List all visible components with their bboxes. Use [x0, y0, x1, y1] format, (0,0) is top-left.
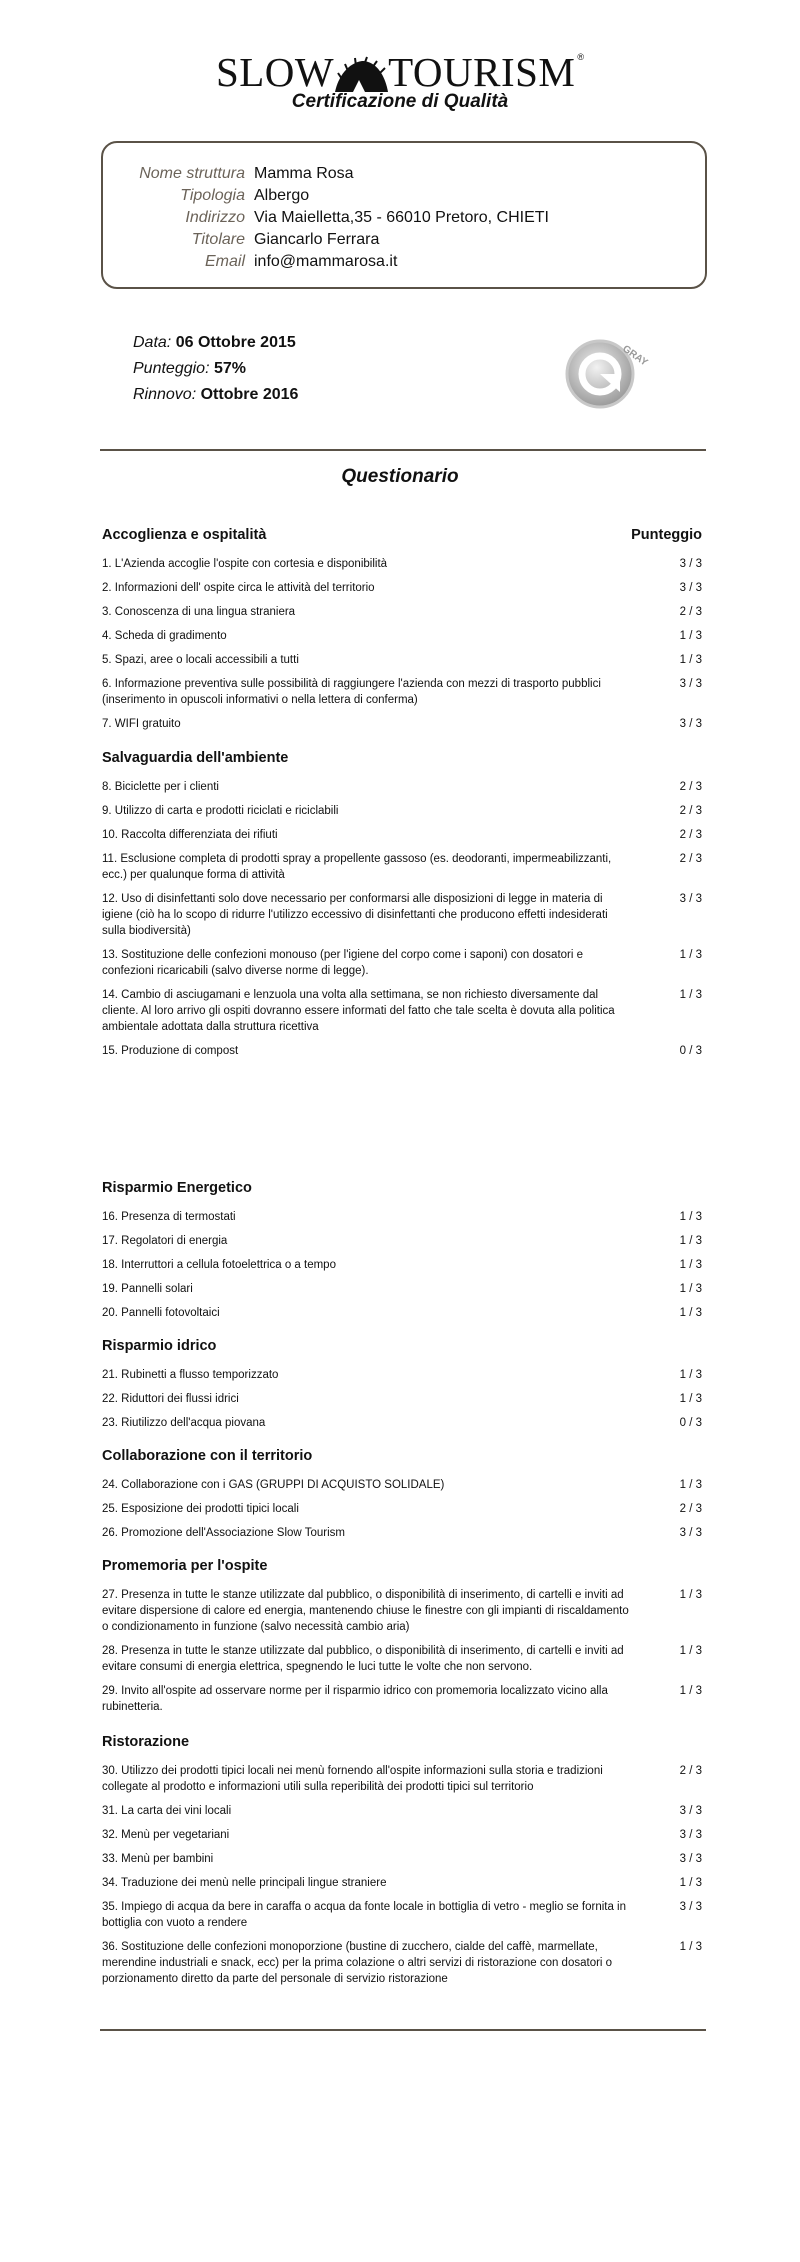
score-value: 57%: [213, 360, 246, 377]
brand-name-right: TOURISM: [388, 49, 576, 95]
item-score: 1 / 3: [679, 1941, 702, 1953]
item-text: 34. Traduzione dei menù nelle principali lingue straniere: [102, 1877, 387, 1889]
item-score: 1 / 3: [679, 1283, 702, 1295]
questionnaire-item: [102, 1643, 702, 1675]
section-title: Accoglienza e ospitalità: [102, 527, 267, 543]
item-score: 1 / 3: [679, 1685, 702, 1697]
section-title: Risparmio idrico: [102, 1338, 217, 1354]
item-score: 3 / 3: [679, 1829, 702, 1841]
item-score: 3 / 3: [679, 718, 702, 730]
info-value: Giancarlo Ferrara: [254, 231, 380, 248]
item-score: 3 / 3: [679, 1527, 702, 1539]
item-text: 31. La carta dei vini locali: [102, 1805, 232, 1817]
item-text: 13. Sostituzione delle confezioni monouso (per l'igiene del corpo come i saponi) con dosatori e confezioni ricaricabili (salvo diverse norme di legge).: [102, 949, 584, 977]
item-score: 3 / 3: [679, 582, 702, 594]
item-text: 1. L'Azienda accoglie l'ospite con cortesia e disponibilità: [102, 558, 388, 570]
questionnaire-item: [102, 1875, 702, 1891]
item-score: 2 / 3: [679, 781, 702, 793]
divider-bottom: [100, 2029, 706, 2031]
score-column-header: Punteggio: [631, 527, 702, 543]
item-score: 1 / 3: [679, 949, 702, 961]
divider-top: [100, 449, 706, 451]
questionnaire-item: [102, 1501, 702, 1517]
item-score: 3 / 3: [679, 678, 702, 690]
questionnaire-item: [102, 827, 702, 843]
item-text: 8. Biciclette per i clienti: [102, 781, 219, 793]
info-label: Titolare: [191, 231, 245, 248]
item-text: 35. Impiego di acqua da bere in caraffa o acqua da fonte locale in bottiglia di vetro - meglio se fornita in bottiglia con vuoto a rendere: [102, 1901, 627, 1929]
section-title: Salvaguardia dell'ambiente: [102, 750, 289, 766]
item-score: 3 / 3: [679, 893, 702, 905]
item-score: 2 / 3: [679, 805, 702, 817]
item-score: 2 / 3: [679, 1503, 702, 1515]
item-text: 33. Menù per bambini: [102, 1853, 214, 1865]
item-text: 18. Interruttori a cellula fotoelettrica o a tempo: [102, 1259, 336, 1271]
item-score: 1 / 3: [679, 630, 702, 642]
questionnaire-item: [102, 1683, 702, 1715]
item-text: 26. Promozione dell'Associazione Slow Tourism: [102, 1527, 345, 1539]
item-score: 2 / 3: [679, 1765, 702, 1777]
item-text: 14. Cambio di asciugamani e lenzuola una volta alla settimana, se non richiesto diversamente dal cliente. Al loro arrivo gli ospiti dovranno essere informati del fatto che tale scelta è dovuta alla politica ambientale adottata dalla struttura ricettiva: [102, 989, 615, 1033]
item-text: 20. Pannelli fotovoltaici: [102, 1307, 220, 1319]
brand-name-left: SLOW: [215, 49, 335, 95]
item-text: 32. Menù per vegetariani: [102, 1829, 230, 1841]
info-row-email: [103, 253, 709, 275]
item-text: 3. Conoscenza di una lingua straniera: [102, 606, 296, 618]
questionnaire-item: [102, 1367, 702, 1383]
renewal-value: Ottobre 2016: [200, 386, 299, 403]
item-text: 15. Produzione di compost: [102, 1045, 239, 1057]
questionnaire-item: [102, 1899, 702, 1931]
item-score: 2 / 3: [679, 853, 702, 865]
questionnaire-item: [102, 1803, 702, 1819]
quality-badge-icon: [562, 330, 650, 410]
summary-date: [133, 330, 298, 356]
questionnaire-item: [102, 556, 702, 572]
item-score: 0 / 3: [679, 1045, 702, 1057]
item-text: 9. Utilizzo di carta e prodotti riciclati e riciclabili: [102, 805, 339, 817]
info-label: Nome struttura: [139, 165, 245, 182]
hedgehog-icon: [332, 55, 390, 93]
item-text: 21. Rubinetti a flusso temporizzato: [102, 1369, 279, 1381]
summary-renewal: [133, 382, 298, 408]
questionnaire-item: [102, 1763, 702, 1795]
date-label: Data:: [133, 334, 172, 351]
info-row-address: [103, 209, 709, 231]
item-text: 6. Informazione preventiva sulle possibilità di raggiungere l'azienda con mezzi di trasporto pubblici (inserimento in opuscoli informativi o nella lettera di conferma): [102, 678, 601, 706]
renewal-label: Rinnovo:: [133, 386, 197, 403]
badge-label: GRAY: [620, 343, 650, 369]
certification-summary: [133, 330, 298, 408]
item-score: 1 / 3: [679, 1877, 702, 1889]
item-text: 29. Invito all'ospite ad osservare norme per il risparmio idrico con promemoria localizzato vicino alla rubinetteria.: [102, 1685, 608, 1713]
item-score: 1 / 3: [679, 1369, 702, 1381]
item-text: 19. Pannelli solari: [102, 1283, 193, 1295]
item-score: 1 / 3: [679, 989, 702, 1001]
date-value: 06 Ottobre 2015: [175, 334, 296, 351]
questionnaire-title: Questionario: [341, 466, 459, 487]
questionnaire-item: [102, 803, 702, 819]
questionnaire-item: [102, 779, 702, 795]
item-score: 2 / 3: [679, 606, 702, 618]
questionnaire-item: [102, 851, 702, 883]
questionnaire-item: [102, 716, 702, 732]
item-text: 36. Sostituzione delle confezioni monoporzione (bustine di zucchero, cialde del caffè, marmellate, merendine industriali e snack, ecc) per la prima colazione o altri servizi di ristorazione con dosatori o porzionamento diretto da parte del personale di servizio ristorazione: [102, 1941, 613, 1985]
certification-subtitle: Certificazione di Qualità: [291, 91, 509, 112]
brand-logo: [0, 49, 800, 113]
item-score: 2 / 3: [679, 829, 702, 841]
item-text: 5. Spazi, aree o locali accessibili a tutti: [102, 654, 299, 666]
item-text: 22. Riduttori dei flussi idrici: [102, 1393, 239, 1405]
questionnaire-item: [102, 1209, 702, 1225]
questionnaire-item: [102, 1415, 702, 1431]
info-value: Mamma Rosa: [254, 165, 354, 182]
registered-mark: ®: [577, 52, 585, 62]
questionnaire-item: [102, 1477, 702, 1493]
item-text: 28. Presenza in tutte le stanze utilizzate dal pubblico, o disponibilità di inserimento, di cartelli e inviti ad evitare consumi di energia elettrica, spegnendo le luci tutte le volte che non servono.: [102, 1645, 624, 1673]
questionnaire-item: [102, 676, 702, 708]
item-score: 1 / 3: [679, 1259, 702, 1271]
item-score: 3 / 3: [679, 1805, 702, 1817]
item-score: 1 / 3: [679, 1211, 702, 1223]
item-text: 4. Scheda di gradimento: [102, 630, 227, 642]
questionnaire-item: [102, 1391, 702, 1407]
item-score: 1 / 3: [679, 1645, 702, 1657]
info-value: Via Maielletta,35 - 66010 Pretoro, CHIETI: [254, 209, 549, 226]
item-text: 11. Esclusione completa di prodotti spray a propellente gassoso (es. deodoranti, impermeabilizzanti, ecc.) per qualunque forma di attività: [102, 853, 612, 881]
item-score: 1 / 3: [679, 1479, 702, 1491]
questionnaire-item: [102, 1525, 702, 1541]
questionnaire-item: [102, 580, 702, 596]
questionnaire-item: [102, 628, 702, 644]
info-row-name: [103, 165, 709, 187]
questionnaire-item: [102, 604, 702, 620]
section-title: Risparmio Energetico: [102, 1180, 252, 1196]
questionnaire-item: [102, 1305, 702, 1321]
item-score: 3 / 3: [679, 558, 702, 570]
item-score: 1 / 3: [679, 1393, 702, 1405]
questionnaire-item: [102, 1257, 702, 1273]
item-text: 25. Esposizione dei prodotti tipici locali: [102, 1503, 299, 1515]
score-label: Punteggio:: [133, 360, 210, 377]
summary-score: [133, 356, 298, 382]
item-score: 1 / 3: [679, 1235, 702, 1247]
questionnaire-item: [102, 1827, 702, 1843]
item-text: 30. Utilizzo dei prodotti tipici locali nei menù fornendo all'ospite informazioni sulla storia e tradizioni collegate al prodotto e informazioni utili sulla reperibilità dei prodotti tipici sul territorio: [102, 1765, 603, 1793]
questionnaire-item: [102, 987, 702, 1035]
item-text: 7. WIFI gratuito: [102, 718, 181, 730]
questionnaire-item: [102, 1281, 702, 1297]
item-score: 0 / 3: [679, 1417, 702, 1429]
item-text: 27. Presenza in tutte le stanze utilizzate dal pubblico, o disponibilità di inserimento, di cartelli e inviti ad evitare dispersione di calore ed energia, mantenendo chiuse le finestre con gli impianti di riscaldamento o condizionamento in funzione (salvo necessità cambio aria): [102, 1589, 629, 1633]
info-label: Tipologia: [180, 187, 245, 204]
property-info-box: [101, 141, 707, 289]
item-text: 23. Riutilizzo dell'acqua piovana: [102, 1417, 266, 1429]
item-text: 12. Uso di disinfettanti solo dove necessario per conformarsi alle disposizioni di legge in materia di igiene (ciò ha lo scopo di ridurre l'utilizzo eccessivo di disinfettanti che producono effetti indesiderati sulla biodiversità): [102, 893, 608, 937]
questionnaire-item: [102, 1939, 702, 1987]
questionnaire-item: [102, 1851, 702, 1867]
item-score: 1 / 3: [679, 1589, 702, 1601]
questionnaire-item: [102, 1233, 702, 1249]
info-value: Albergo: [254, 187, 310, 204]
section-title: Promemoria per l'ospite: [102, 1558, 268, 1574]
info-label: Email: [204, 253, 245, 270]
section-title: Ristorazione: [102, 1734, 190, 1750]
item-score: 3 / 3: [679, 1853, 702, 1865]
info-row-type: [103, 187, 709, 209]
item-score: 1 / 3: [679, 1307, 702, 1319]
questionnaire-item: [102, 652, 702, 668]
info-row-owner: [103, 231, 709, 253]
item-text: 2. Informazioni dell' ospite circa le attività del territorio: [102, 582, 375, 594]
item-text: 10. Raccolta differenziata dei rifiuti: [102, 829, 278, 841]
section-title: Collaborazione con il territorio: [102, 1448, 313, 1464]
info-label: Indirizzo: [185, 209, 245, 226]
item-text: 16. Presenza di termostati: [102, 1211, 236, 1223]
questionnaire-item: [102, 891, 702, 939]
item-text: 24. Collaborazione con i GAS (GRUPPI DI ACQUISTO SOLIDALE): [102, 1479, 445, 1491]
item-score: 3 / 3: [679, 1901, 702, 1913]
questionnaire-item: [102, 1043, 702, 1059]
item-text: 17. Regolatori di energia: [102, 1235, 228, 1247]
info-value: info@mammarosa.it: [254, 253, 398, 270]
item-score: 1 / 3: [679, 654, 702, 666]
questionnaire-item: [102, 947, 702, 979]
questionnaire-item: [102, 1587, 702, 1635]
